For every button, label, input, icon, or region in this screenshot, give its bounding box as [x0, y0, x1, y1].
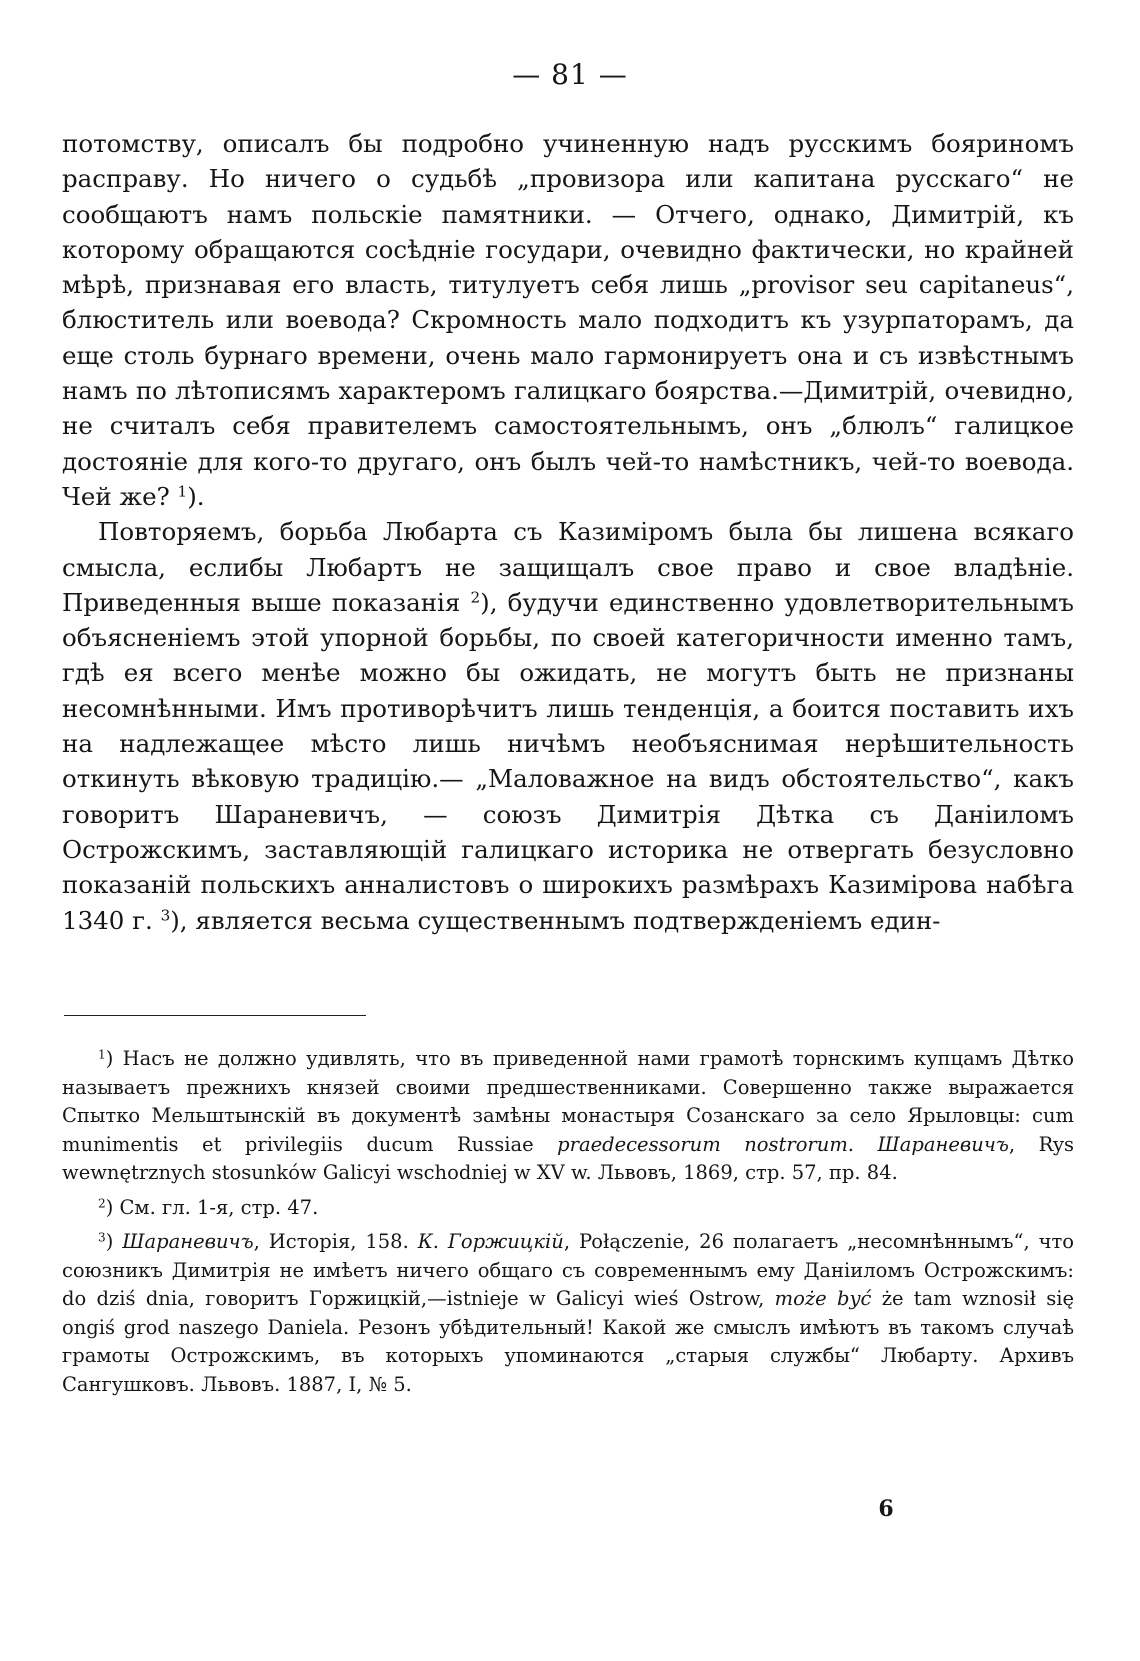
signature-mark: 6 — [878, 1496, 894, 1522]
footnote-3: $^3$) Шараневичъ, Исторія, 158. К. Горжицкій, Połączenie, 26 полагаетъ „несомнѣннымъ“, что союзникъ Димитрія не имѣетъ ничего общаго съ современнымъ ему Даніиломъ Острожскимъ: do dziś dnia, говоритъ Горжицкій,—istnieje w Galicyi wieś Ostrow, może być że tam wznosił się ongiś grod naszego Daniela. Резонъ убѣдительный! Какой же смыслъ имѣютъ въ такомъ случаѣ грамоты Острожскимъ, въ которыхъ упоминаются „старыя службы“ Любарту. Архивъ Сангушковъ. Львовъ. 1887, I, № 5. — [62, 1230, 1074, 1396]
paragraph: Повторяемъ, борьба Любарта съ Казиміромъ была бы лишена всякаго смысла, еслибы Любартъ не защищалъ свое право и свое владѣніе. Приведенныя выше показанія $^2$), будучи единственно удовлетворительнымъ объясненіемъ этой упорной борьбы, по своей категоричности именно тамъ, гдѣ ея всего менѣе можно бы ожидать, не могутъ быть не признаны несомнѣнными. Имъ противорѣчитъ лишь тенденція, а боится поставить ихъ на надлежащее мѣсто лишь ничѣмъ необъяснимая нерѣшительность откинуть вѣковую традицію.— „Маловажное на видъ обстоятельство“, какъ говоритъ Шараневичъ, — союзъ Димитрія Дѣтка съ Даніиломъ Острожскимъ, заставляющій галицкаго историка не отвергать безусловно показаній польскихъ анналистовъ о широкихъ размѣрахъ Казимірова набѣга 1340 г. $^3$), является весьма существеннымъ подтвержденіемъ един- — [62, 517, 1074, 935]
footnote-ref: 1 — [177, 482, 188, 501]
page-number: — 81 — — [512, 58, 628, 91]
footnote-ref: 2 — [470, 588, 481, 607]
footnote-mark: 1 — [98, 1047, 106, 1062]
footnote-mark: 3 — [98, 1230, 106, 1245]
footnote-ref: 3 — [160, 906, 171, 925]
footnote-2: $^2$) См. гл. 1-я, стр. 47. — [98, 1195, 319, 1219]
footnote-divider — [64, 1015, 366, 1016]
footnotes — [62, 1045, 1074, 1399]
footnote-1: $^1$) Насъ не должно удивлять, что въ приведенной нами грамотѣ торнскимъ купцамъ Дѣтко называетъ прежнихъ князей своими предшественниками. Совершенно также выражается Спытко Мельштынскій въ документѣ замѣны монастыря Созанскаго за село Ярыловцы: cum munimentis et privilegiis ducum Russiae praedecessorum nostrorum. Шараневичъ, Rys wewnętrznych stosunków Galicyi wschodniej w XV w. Львовъ, 1869, стр. 57, пр. 84. — [62, 1047, 1074, 1184]
main-text — [62, 126, 1074, 938]
paragraph: потомству, описалъ бы подробно учиненную надъ русскимъ бояриномъ расправу. Но ничего о судьбѣ „провизора или капитана русскаго“ не сообщаютъ намъ польскіе памятники. — Отчего, однако, Димитрій, къ которому обращаются сосѣдніе государи, очевидно фактически, но крайней мѣрѣ, признавая его власть, титулуетъ себя лишь „provisor seu capitaneus“, блюститель или воевода? Скромность мало подходитъ къ узурпаторамъ, да еще столь бурнаго времени, очень мало гармонируетъ она и съ извѣстнымъ намъ по лѣтописямъ характеромъ галицкаго боярства.—Димитрій, очевидно, не считалъ себя правителемъ самостоятельнымъ, онъ „блюлъ“ галицкое достояніе для кого-то другаго, онъ былъ чей-то намѣстникъ, чей-то воевода. Чей же? $^1$). — [62, 129, 1074, 511]
footnote-mark: 2 — [98, 1195, 106, 1210]
